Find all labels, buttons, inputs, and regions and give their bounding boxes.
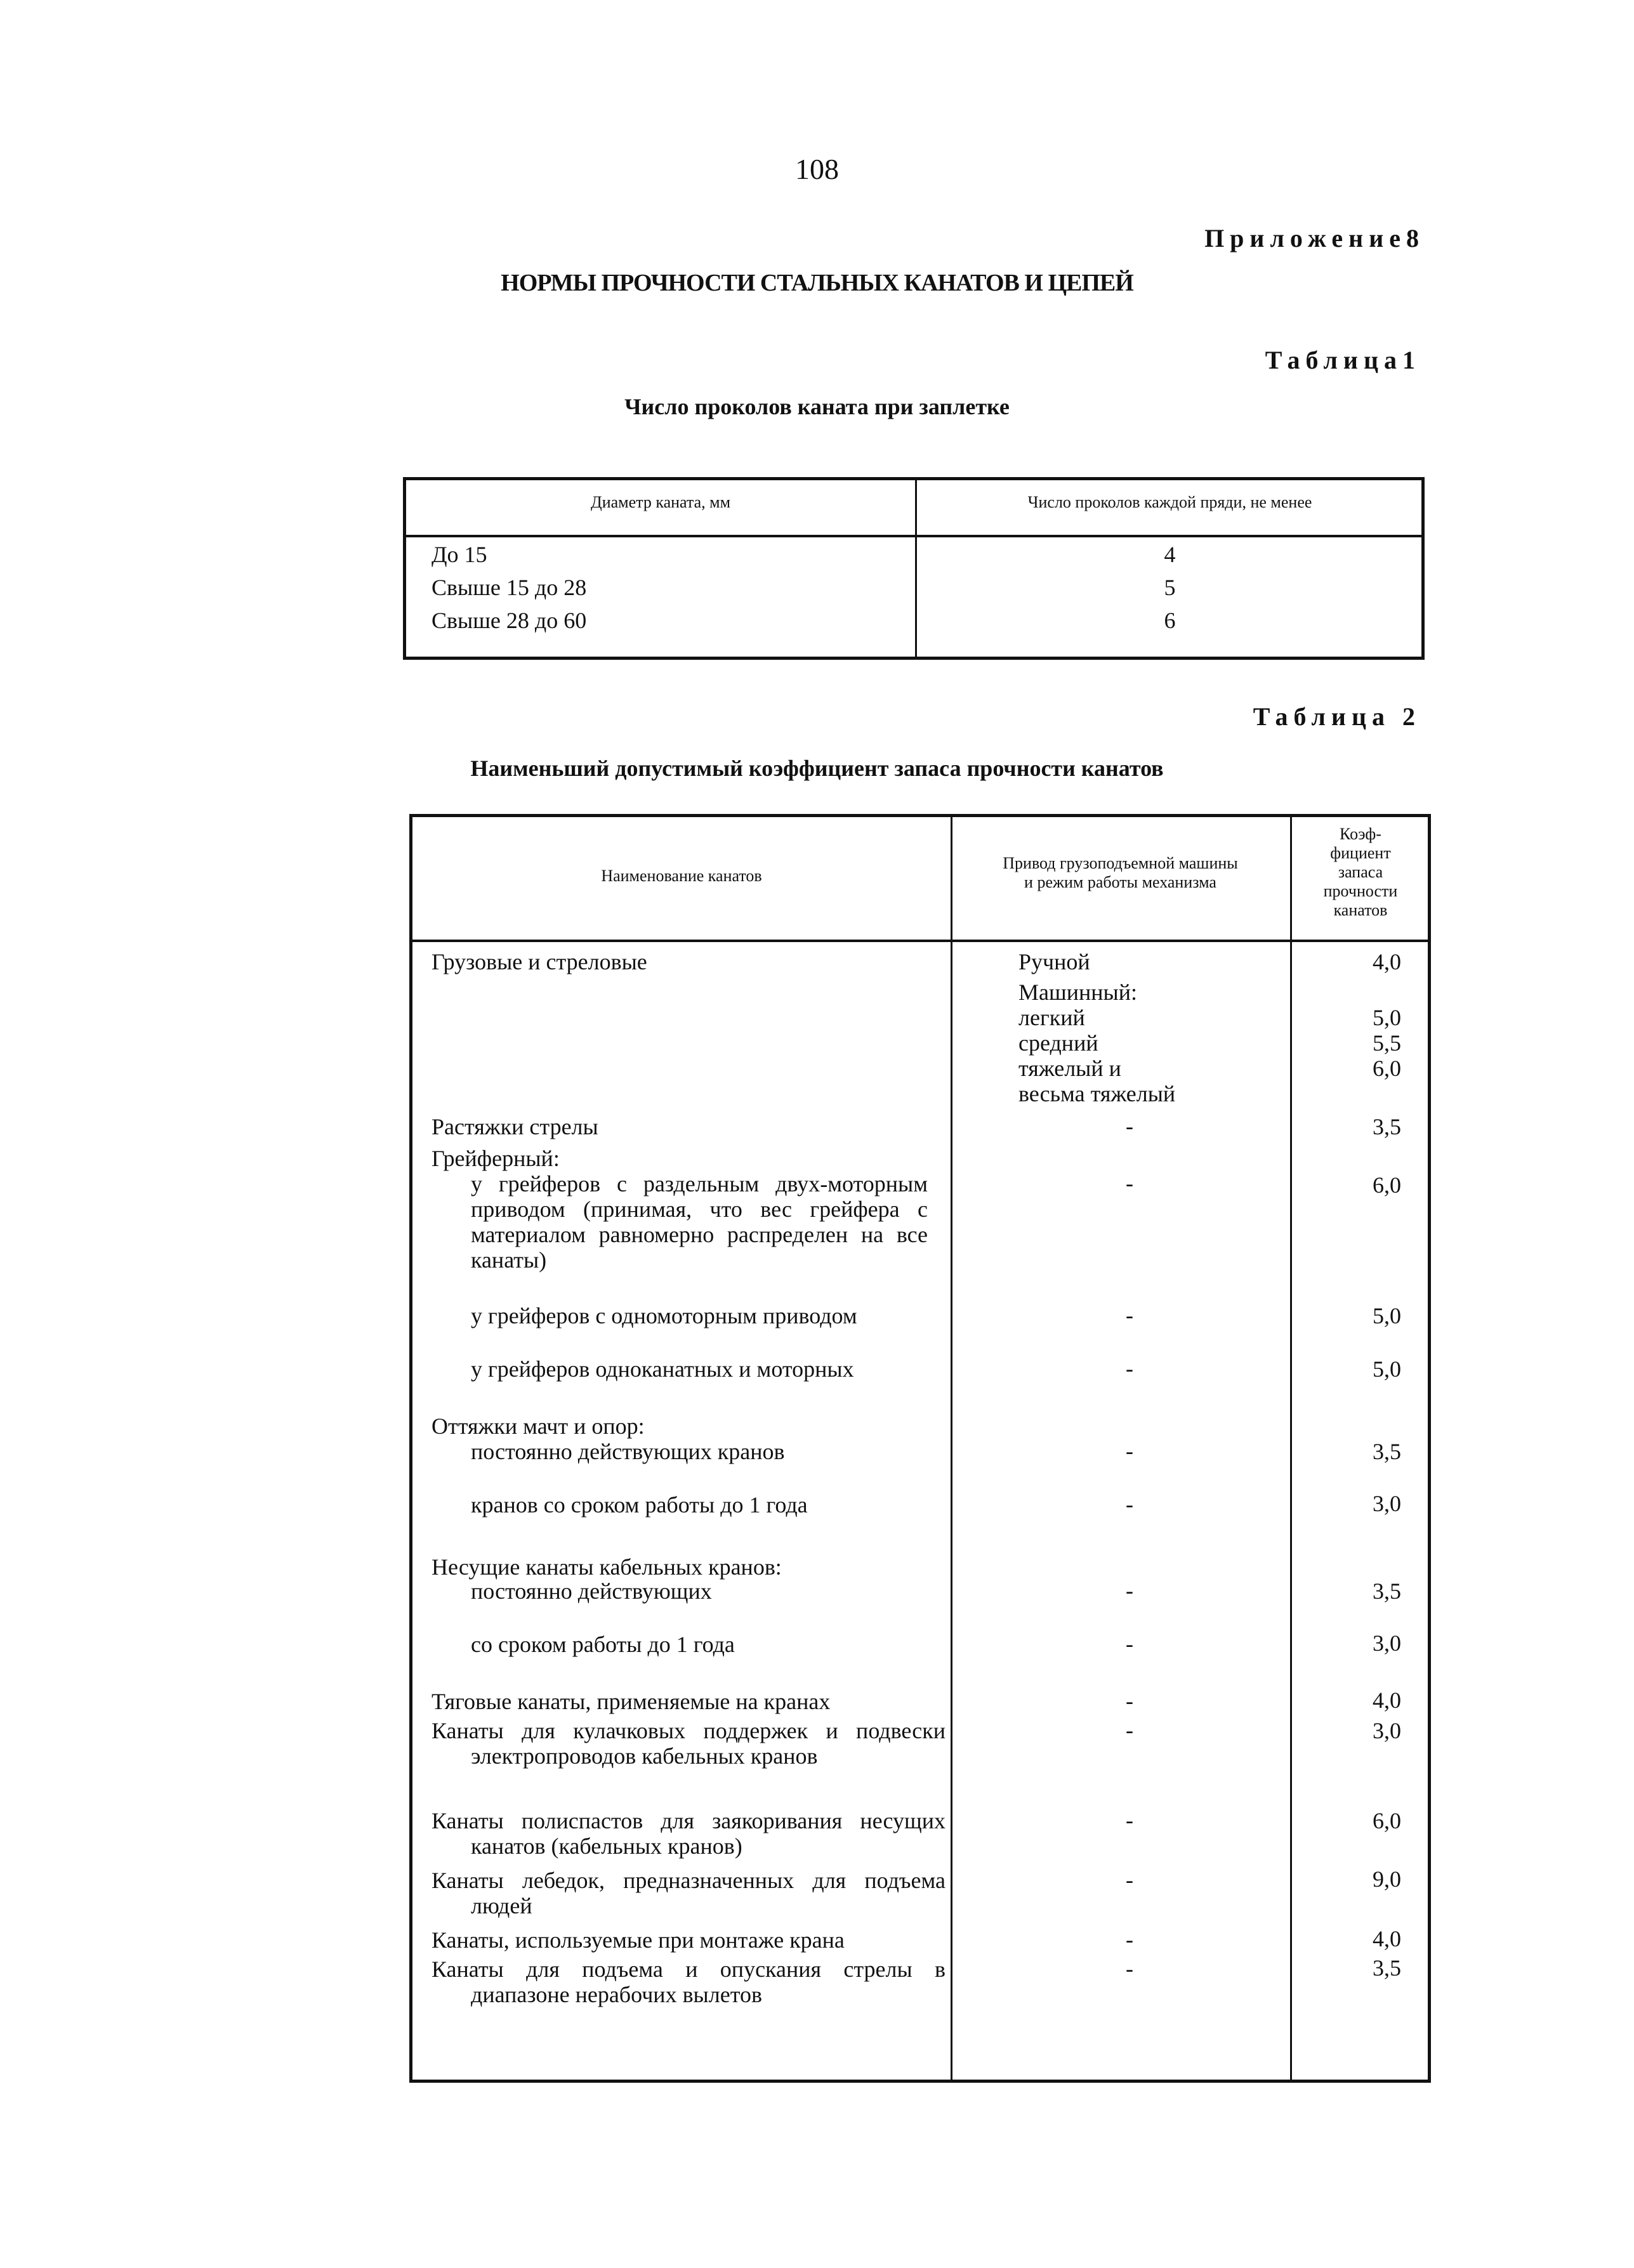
table1-header-diameter: Диаметр каната, мм [590,493,731,511]
row-coef: 4,0 [1373,1688,1401,1713]
row-drive: весьма тяжелый [1018,1081,1176,1106]
row-dash: - [1126,1170,1133,1196]
table2-header-coef-line: фициент [1330,844,1391,862]
table1-row-diameter: До 15 [432,542,487,567]
row-name: со сроком работы до 1 года [471,1632,735,1657]
row-coef: 3,0 [1373,1630,1401,1656]
row-name: у грейферов с одномоторным приводом [471,1303,857,1328]
row-dash: - [1126,1867,1133,1892]
row-coef: 3,0 [1373,1718,1401,1743]
table1-row-diameter: Свыше 28 до 60 [432,608,587,633]
row-name: Канаты для кулачковых поддержек и подвески электропроводов кабельных кранов [432,1718,945,1769]
table1-title: Число проколов каната при заплетке [624,394,1010,419]
row-dash: - [1126,1956,1133,1981]
row-name: Канаты полиспастов для заякоривания несущих канатов (кабельных кранов) [432,1808,945,1859]
row-name: Тяговые канаты, применяемые на кранах [432,1689,831,1714]
table2-divider-1 [951,817,952,2080]
row-dash: - [1126,1807,1133,1833]
table2-header-coef-line: канатов [1333,901,1388,919]
row-coef: 3,0 [1373,1491,1401,1516]
table1-row-punctures: 4 [1164,542,1176,567]
document-title: НОРМЫ ПРОЧНОСТИ СТАЛЬНЫХ КАНАТОВ И ЦЕПЕЙ [501,270,1133,296]
table2-header-name: Наименование канатов [601,867,762,885]
row-dash: - [1126,1717,1133,1743]
table2-title: Наименьший допустимый коэффициент запаса прочности канатов [470,756,1164,781]
table2-header-coef-line: Коэф- [1340,825,1381,843]
row-name: постоянно действующих кранов [471,1439,785,1464]
row-coef: 5,0 [1373,1005,1401,1030]
row-coef: 9,0 [1373,1866,1401,1892]
row-drive: средний [1018,1030,1098,1056]
table2-header-drive [951,854,1290,892]
row-name: постоянно действующих [471,1578,712,1604]
table1-row-punctures: 6 [1164,608,1176,633]
row-name: Грузовые и стреловые [432,949,647,974]
table1-header-divider [406,535,1421,537]
appendix-label: Приложение8 [1204,224,1425,252]
table1-label: Таблица1 [1265,346,1421,374]
row-name: Канаты для подъема и опускания стрелы в диапазоне нерабочих вылетов [432,1957,945,2007]
row-drive: тяжелый и [1018,1056,1121,1081]
table2-label: Таблица 2 [1253,702,1421,731]
row-name: у грейферов одноканатных и моторных [471,1356,854,1382]
row-coef: 5,0 [1373,1303,1401,1328]
row-coef: 3,5 [1373,1114,1401,1139]
row-coef: 3,5 [1373,1955,1401,1981]
table2-header-coef-line: прочности [1323,882,1398,900]
row-coef: 5,0 [1373,1356,1401,1382]
row-name: Канаты лебедок, предназначенных для подъема людей [432,1868,945,1918]
row-dash: - [1126,1631,1133,1656]
row-coef: 6,0 [1373,1172,1401,1198]
table2-header-divider [412,940,1428,942]
row-name: Растяжки стрелы [432,1114,598,1139]
row-coef: 3,5 [1373,1578,1401,1604]
row-name: Канаты, используемые при монтаже крана [432,1927,845,1953]
row-name: Грейферный: [432,1146,560,1171]
table1 [403,477,1425,660]
table2-header-drive-line: Привод грузоподъемной машины [1003,854,1238,872]
table2-divider-2 [1290,817,1292,2080]
row-dash: - [1126,1578,1133,1603]
row-dash: - [1126,1438,1133,1464]
table2-header-coef [1290,825,1431,920]
row-coef: 6,0 [1373,1056,1401,1081]
row-coef: 4,0 [1373,949,1401,974]
row-coef: 4,0 [1373,1926,1401,1951]
row-name: Несущие канаты кабельных кранов: [432,1554,782,1580]
row-coef: 5,5 [1373,1030,1401,1056]
table2 [409,814,1431,2083]
row-name: кранов со сроком работы до 1 года [471,1492,808,1517]
row-name: у грейферов с раздельным двух-моторным приводом (принимая, что вес грейфера с материалом равномерно распределен на все канаты) [471,1171,928,1273]
row-drive: Ручной [1018,949,1090,974]
row-dash: - [1126,1688,1133,1714]
row-coef: 6,0 [1373,1808,1401,1833]
table2-header-drive-line: и режим работы механизма [1024,873,1216,891]
row-drive: легкий [1018,1005,1085,1030]
row-name: Оттяжки мачт и опор: [432,1413,645,1439]
table2-header-coef-line: запаса [1338,863,1383,881]
page-number: 108 [795,153,839,185]
row-dash: - [1126,1113,1133,1139]
row-dash: - [1126,1356,1133,1381]
row-drive: Машинный: [1018,980,1137,1005]
row-dash: - [1126,1302,1133,1328]
table1-row-punctures: 5 [1164,575,1176,600]
table1-header-punctures: Число проколов каждой пряди, не менее [1027,493,1312,511]
row-dash: - [1126,1927,1133,1952]
row-coef: 3,5 [1373,1439,1401,1464]
table1-row-diameter: Свыше 15 до 28 [432,575,587,600]
row-dash: - [1126,1491,1133,1517]
